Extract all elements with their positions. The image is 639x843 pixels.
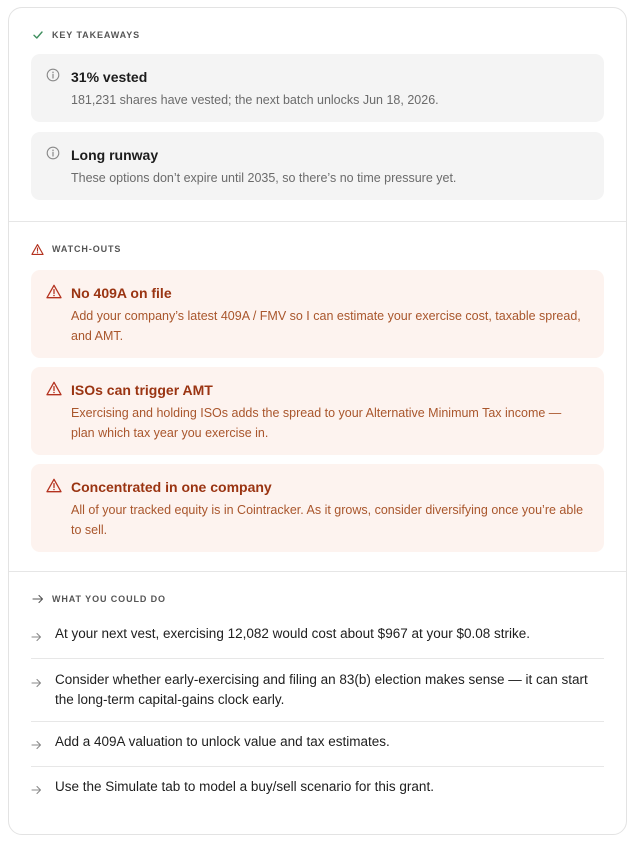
takeaway-runway [31, 132, 604, 200]
action-text: Consider whether early-exercising and filing an 83(b) election makes sense — it can start the long-term capital-gains clock early. [55, 672, 588, 707]
action-item [31, 767, 604, 811]
watch-outs-section [9, 221, 626, 571]
actions-label: WHAT YOU COULD DO [52, 594, 166, 604]
arrow-right-icon [31, 624, 43, 648]
watch-out-body: Add your company’s latest 409A / FMV so I can estimate your exercise cost, taxable spread, and AMT. [71, 309, 581, 343]
action-text: At your next vest, exercising 12,082 would cost about $967 at your $0.08 strike. [55, 626, 531, 641]
watch-outs-heading [31, 242, 604, 256]
arrow-right-icon [31, 670, 43, 710]
action-item [31, 722, 604, 767]
key-takeaways-heading [31, 28, 604, 42]
action-item [31, 659, 604, 722]
info-icon [46, 146, 61, 161]
arrow-right-icon [31, 777, 43, 801]
arrow-right-icon [31, 593, 44, 606]
watch-out-title: ISOs can trigger AMT [71, 382, 213, 398]
watch-out-title: No 409A on file [71, 285, 172, 301]
arrow-right-icon [31, 732, 43, 756]
action-text: Use the Simulate tab to model a buy/sell scenario for this grant. [55, 779, 434, 794]
action-item [31, 614, 604, 659]
takeaway-title: 31% vested [71, 69, 148, 85]
warning-icon [46, 478, 61, 493]
check-icon [31, 29, 44, 42]
watch-out-concentration [31, 464, 604, 552]
actions-section [9, 571, 626, 811]
watch-out-body: All of your tracked equity is in Cointracker. As it grows, consider diversifying once you’re able to sell. [71, 503, 584, 537]
takeaway-body: These options don’t expire until 2035, so there’s no time pressure yet. [71, 171, 457, 185]
actions-heading [31, 592, 604, 606]
info-icon [46, 68, 61, 83]
key-takeaways-label: KEY TAKEAWAYS [52, 30, 141, 40]
takeaway-body: 181,231 shares have vested; the next batch unlocks Jun 18, 2026. [71, 93, 439, 107]
action-text: Add a 409A valuation to unlock value and tax estimates. [55, 734, 390, 749]
takeaway-title: Long runway [71, 147, 159, 163]
key-takeaways-section [9, 8, 626, 221]
watch-out-title: Concentrated in one company [71, 479, 272, 495]
warning-icon [46, 284, 61, 299]
watch-out-409a [31, 270, 604, 358]
watch-outs-label: WATCH-OUTS [52, 244, 122, 254]
warning-icon [31, 243, 44, 256]
insights-card [8, 7, 627, 835]
takeaway-vested [31, 54, 604, 122]
watch-out-body: Exercising and holding ISOs adds the spread to your Alternative Minimum Tax income — plan which tax year you exercise in. [71, 406, 562, 440]
watch-out-amt [31, 367, 604, 455]
warning-icon [46, 381, 61, 396]
